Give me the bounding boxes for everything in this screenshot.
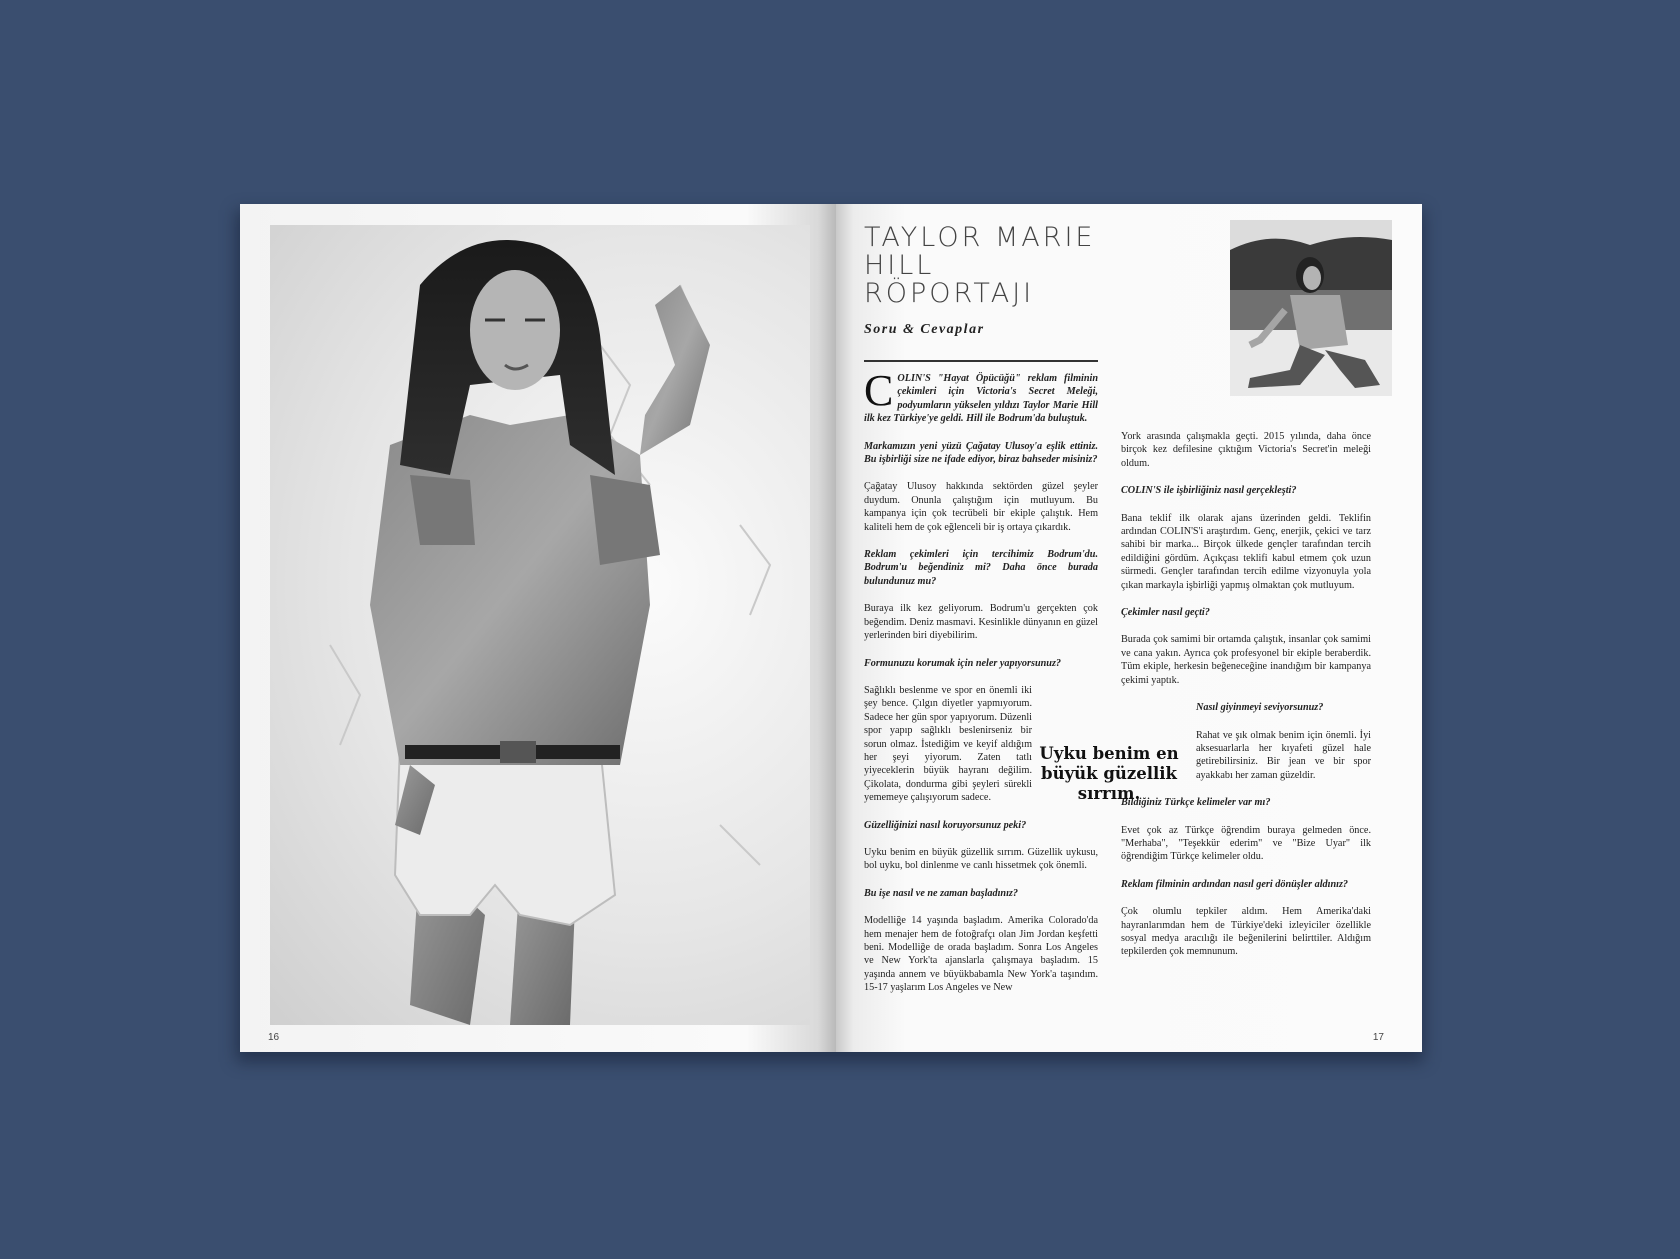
right-page	[836, 204, 1422, 1052]
article-column-left	[864, 366, 1098, 1009]
question: Çekimler nasıl geçti?	[1121, 607, 1210, 619]
page-number-left: 16	[268, 1032, 280, 1043]
question: Markamızın yeni yüzü Çağatay Ulusoy'a eşlik ettiniz. Bu işbirliği size ne ifade ediyor, biraz bahseder misiniz?	[864, 440, 1098, 466]
question: Reklam filminin ardından nasıl geri dönüşler aldınız?	[1121, 878, 1349, 890]
answer: Buraya ilk kez geliyorum. Bodrum'u gerçekten çok beğendim. Deniz masmavi. Kesinlikle dünyanın en güzel yerlerinden biri diyebilirim.	[864, 603, 1098, 642]
answer: Burada çok samimi bir ortamda çalıştık, insanlar çok samimi ve cana yakın. Ayrıca çok profesyonel bir ekiple beraberdik. Tüm ekiple, herkesin beğeneceğine inandığım bir kampanya çekimi yaptık.	[1121, 634, 1371, 686]
question: Güzelliğinizi nasıl koruyorsunuz peki?	[864, 819, 1027, 831]
question: Bildiğiniz Türkçe kelimeler var mı?	[1121, 797, 1271, 809]
question: Formunuzu korumak için neler yapıyorsunuz?	[864, 657, 1062, 669]
answer: Sağlıklı beslenme ve spor en önemli iki şey bence. Çılgın diyetler yapmıyorum. Sadece her gün spor yapıyorum. Düzenli spor yapıp sağlıklı beslenirseniz bir sorun olmaz. İstediğim ve keyif aldığım her şeyi yiyorum. Zaten tatlı yiyeceklerin büyük hayranı değilim. Çikolata, dondurma gibi şeyleri sürekli yememeye çalışıyorum sadece.	[864, 684, 1032, 804]
intro-paragraph	[864, 366, 1098, 426]
answer: Uyku benim en büyük güzellik sırrım. Güzellik uykusu, bol uyku, bol dinlenme ve canlı hissetmek çok önemli.	[864, 846, 1098, 872]
left-page	[240, 204, 836, 1052]
answer: Bana teklif ilk olarak ajans üzerinden geldi. Teklifin ardından COLIN'S'i araştırdım. Genç, enerjik, çekici ve tarz sahibi bir marka... Birçok ülkede gençler tarafından tercih edildiğini gördüm. Açıkçası teklifi kabul etmem çok uzun sürmedi. Gençler tarafından tercih edilme vizyonuyla yola çıkan markayla işbirliği yapmış olmaktan çok mutluyum.	[1121, 512, 1371, 591]
title-line: TAYLOR MARIE	[864, 222, 1096, 253]
drop-cap: C	[864, 366, 894, 415]
answer: York arasında çalışmakla geçti. 2015 yılında, daha önce birçok kez defilesine çıktığım Victoria's Secret'in meleği oldum.	[1121, 431, 1371, 469]
question: Nasıl giyinmeyi seviyorsunuz?	[1196, 702, 1324, 714]
model-seated-photo	[1230, 220, 1392, 396]
answer: Çok olumlu tepkiler aldım. Hem Amerika'daki hayranlarımdan hem de Türkiye'deki izleyiciler özellikle sosyal medya aracılığı ile beğenilerini belirttiler. Aldığım tepkilerden çok memnunum.	[1121, 906, 1371, 958]
article-title	[864, 224, 1124, 308]
intro-text: OLIN'S "Hayat Öpücüğü" reklam filminin çekimleri için Victoria's Secret Meleği, podyumların yükselen yıldızı Taylor Marie Hill ilk kez Türkiye'ye geldi. Hill ile Bodrum'da buluştuk.	[864, 373, 1098, 425]
title-divider	[864, 360, 1098, 362]
answer: Evet çok az Türkçe öğrendim buraya gelmeden önce. "Merhaba", "Teşekkür ederim" ve "Bize Uyar" ilk öğrendiğim Türkçe kelimeler oldu.	[1121, 824, 1371, 863]
question: Bu işe nasıl ve ne zaman başladınız?	[864, 887, 1018, 899]
title-line: RÖPORTAJI	[864, 278, 1035, 309]
article-subtitle: Soru & Cevaplar	[864, 322, 985, 337]
title-line: HILL	[864, 250, 935, 281]
answer: Modelliğe 14 yaşında başladım. Amerika Colorado'da hem menajer hem de fotoğrafçı olan Jim Jordan keşfetti beni. Modelliğe de orada başladım. Sonra Los Angeles ve New York'ta ajanslarla çalışmaya başladım. 15 yaşında annem ve büyükbabamla New York'a taşındım. 15-17 yaşlarım Los Angeles ve New	[864, 915, 1098, 994]
answer: Rahat ve şık olmak benim için önemli. İyi aksesuarlarla her kıyafeti güzel hale getirebilirsiniz. Bir jean ve bir spor ayakkabı her zaman güzeldir.	[1196, 729, 1371, 781]
article-column-right	[1121, 430, 1371, 973]
pull-quote: Uyku benim en büyük güzellik sırrım.	[1039, 744, 1179, 803]
question: Reklam çekimleri için tercihimiz Bodrum'du. Bodrum'u beğendiniz mi? Daha önce burada bulundunuz mu?	[864, 549, 1098, 587]
page-number-right: 17	[1372, 1032, 1384, 1043]
answer: Çağatay Ulusoy hakkında sektörden güzel şeyler duydum. Onunla çalıştığım için mutluyum. Bu kampanya için çok tecrübeli bir ekiple çalıştık. Hem kaliteli hem de çok eğlenceli bir iş ortaya çıkardık.	[864, 481, 1098, 533]
magazine-spread	[240, 204, 1422, 1052]
question: COLIN'S ile işbirliğiniz nasıl gerçekleşti?	[1121, 485, 1297, 497]
model-portrait-photo	[270, 225, 810, 1025]
